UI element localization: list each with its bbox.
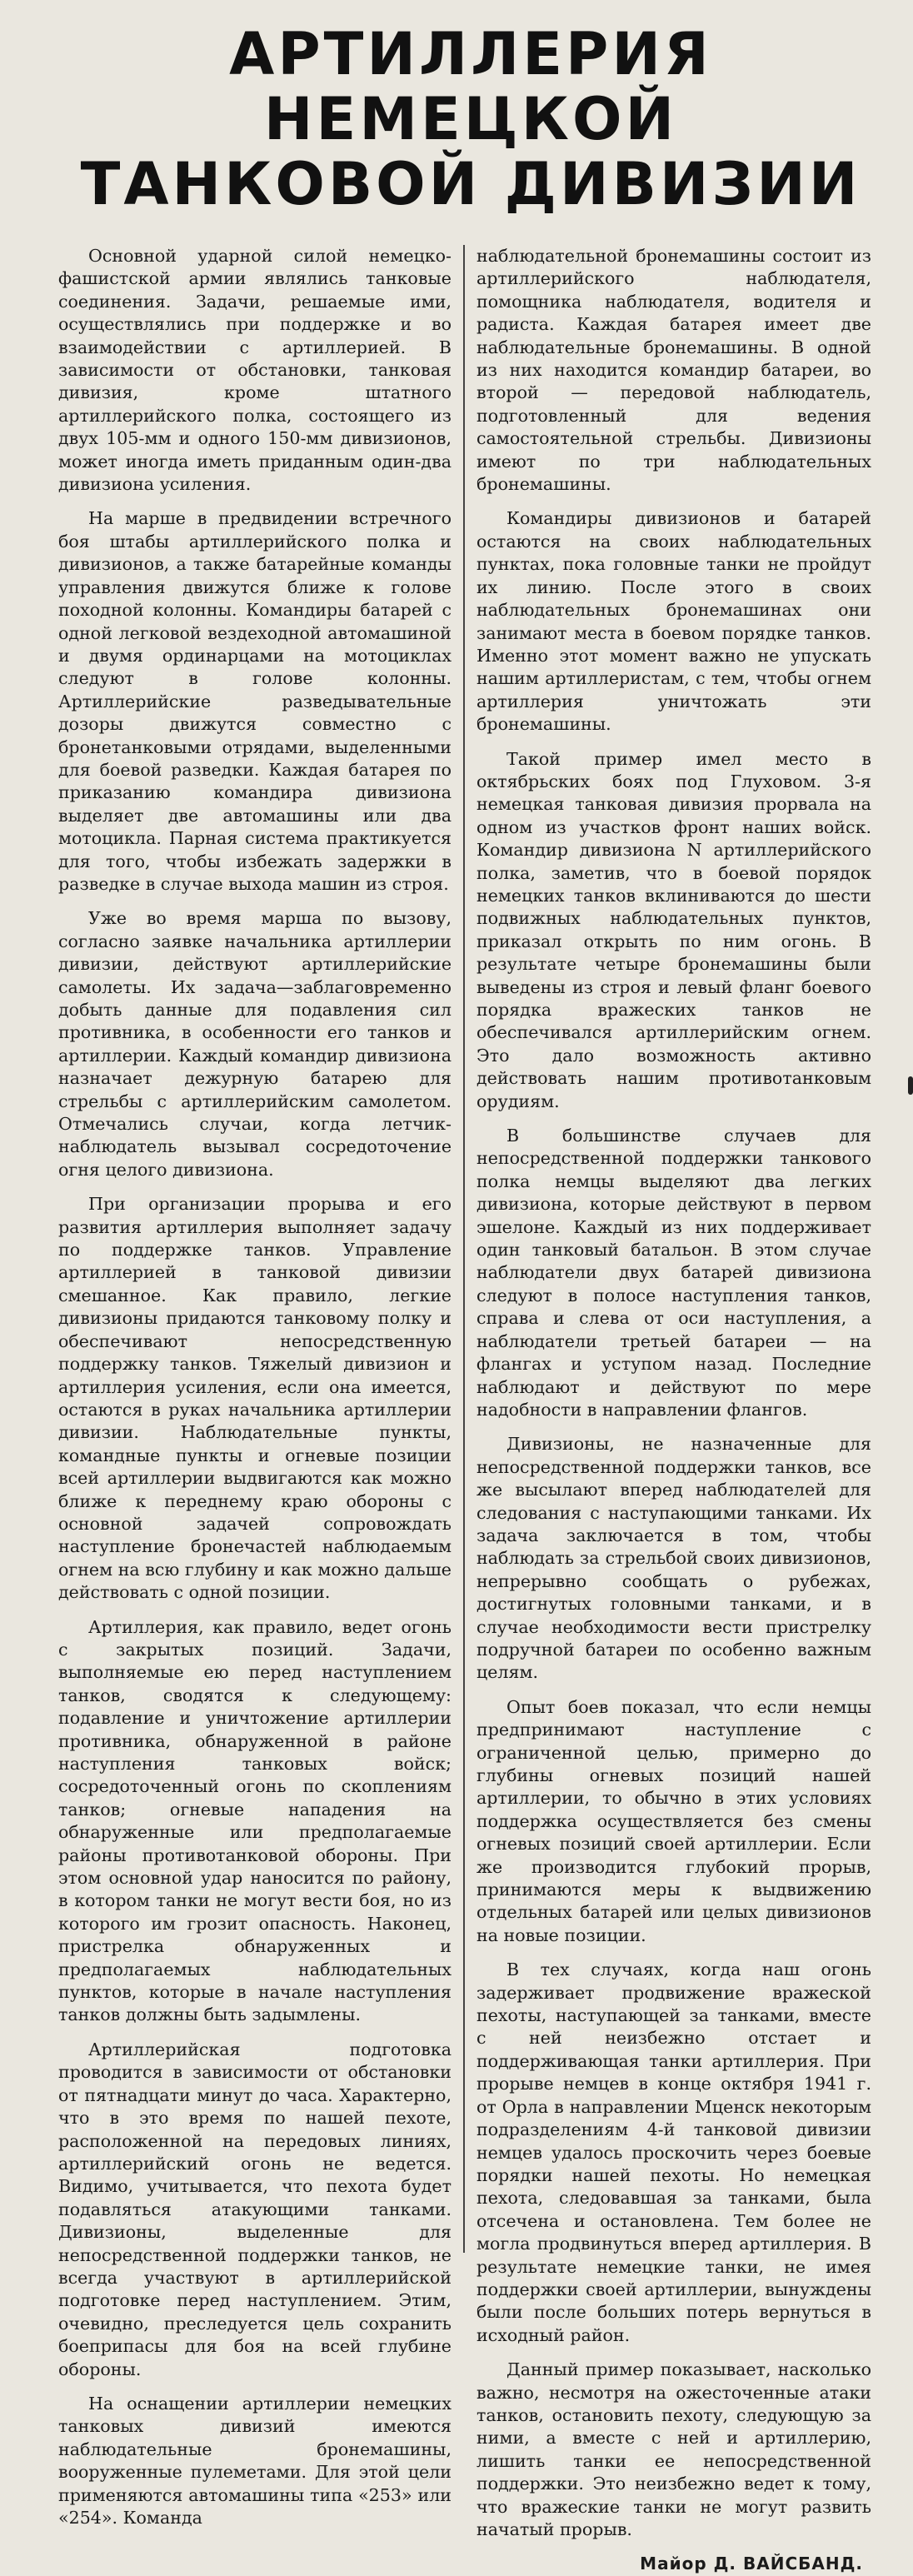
paragraph: Опыт боев показал, что если немцы предпринимают наступление с ограниченной целью, примерно до глубины огневых позиций нашей артиллерии, то обычно в этих условиях поддержка осуществляется без смены огневых позиций своей артиллерии. Если же производится глубокий прорыв, принимаются меры к выдвижению отдельных батарей или целых дивизионов на новые позиции. [476,1696,871,1945]
paragraph: В тех случаях, когда наш огонь задерживает продвижение вражеской пехоты, наступающей за танками, вместе с ней неизбежно отстает и поддерживающая танки артиллерия. При прорыве немцев в конце октября 1941 г. от Орла в направлении Мценск некоторым подразделениям 4-й танковой дивизии немцев удалось проскочить через боевые порядки нашей пехоты. Но немецкая пехота, следовавшая за танками, была отсечена и остановлена. Тем более не могла продвинуться вперед артиллерия. В результате немецкие танки, не имея поддержки своей артиллерии, вынуждены были после больших потерь вернуться в исходный район. [476,1959,871,2345]
paragraph: При организации прорыва и его развития артиллерия выполняет задачу по поддержке танков. Управление артиллерией в танковой дивизии смешанное. Как правило, легкие дивизионы придаются танковому полку и обеспечивают непосредственную поддержку танков. Тяжелый дивизион и артиллерия усиления, если она имеется, остаются в руках начальника артиллерии дивизии. Наблюдательные пункты, командные пункты и огневые позиции всей артиллерии выдвигаются как можно ближе к переднему краю обороны с основной задачей сопровождать наступление бронечастей наблюдаемым огнем на всю глубину и как можно дальше действовать с одной позиции. [58,1194,452,1603]
left-column [58,245,465,2528]
paragraph: Дивизионы, не назначенные для непосредственной поддержки танков, все же высылают вперед наблюдателей для следования с наступающими танками. Их задача заключается в том, чтобы наблюдать за стрельбой своих дивизионов, непрерывно сообщать о рубежах, достигнутых головными танками, и в случае необходимости вести пристрелку подручной батареи по особенно важным целям. [476,1434,871,1683]
paragraph: Уже во время марша по вызову, согласно заявке начальника артиллерии дивизии, действуют артиллерийские самолеты. Их задача—заблаговременно добыть данные для подавления сил противника, в особенности его танков и артиллерии. Каждый командир дивизиона назначает дежурную батарею для стрельбы с артиллерийским самолетом. Отмечались случаи, когда летчик-наблюдатель вызывал сосредоточение огня целого дивизиона. [58,908,452,1180]
headline-line-1: АРТИЛЛЕРИЯ НЕМЕЦКОЙ [229,20,712,153]
headline [58,22,883,217]
paragraph: На оснащении артиллерии немецких танковых дивизий имеются наблюдательные бронемашины, вооруженные пулеметами. Для этой цели применяются автомашины типа «253» или «254». Команда [58,2393,452,2528]
paragraph: На марше в предвидении встречного боя штабы артиллерийского полка и дивизионов, а также батарейные команды управления движутся ближе к голове походной колонны. Командиры батарей с одной легковой вездеходной автомашиной и двумя ординарцами на мотоциклах следуют в голове колонны. Артиллерийские разведывательные дозоры движутся совместно с бронетанковыми отрядами, выделенными для боевой разведки. Каждая батарея по приказанию командира дивизиона выделяет две автомашины или два мотоцикла. Парная система практикуется для того, чтобы избежать задержки в разведке в случае выхода машин из строя. [58,508,452,894]
paragraph: Артиллерия, как правило, ведет огонь с закрытых позиций. Задачи, выполняемые ею перед наступлением танков, сводятся к следующему: подавление и уничтожение артиллерии противника, обнаруженной в районе наступления танковых войск; сосредоточенный огонь по скоплениям танков; огневые нападения на обнаруженные или предполагаемые районы противотанковой обороны. При этом основной удар наносится по району, в котором танки не могут вести боя, но из которого им грозит опасность. Наконец, пристрелка обнаруженных и предполагаемых наблюдательных пунктов, которые в начале наступления танков должны быть задымлены. [58,1616,452,2025]
right-column [465,245,871,2574]
edge-mark [908,1076,913,1095]
author-signature: Майор Д. ВАЙСБАНД. [640,2554,863,2574]
paragraph: Данный пример показывает, насколько важно, несмотря на ожесточенные атаки танков, остановить пехоту, следующую за ними, а вместе с ней и артиллерию, лишить танки ее непосредственной поддержки. Это неизбежно ведет к тому, что вражеские танки не могут развить начатый прорыв. [476,2359,871,2539]
paragraph: наблюдательной бронемашины состоит из артиллерийского наблюдателя, помощника наблюдателя, водителя и радиста. Каждая батарея имеет две наблюдательные бронемашины. В одной из них находится командир батареи, во второй — передовой наблюдатель, подготовленный для ведения самостоятельной стрельбы. Дивизионы имеют по три наблюдательных бронемашины. [476,246,871,495]
headline-line-2: ТАНКОВОЙ ДИВИЗИИ [80,150,861,218]
paragraph: Командиры дивизионов и батарей остаются на своих наблюдательных пунктах, пока головные танки не пройдут их линию. После этого в своих наблюдательных бронемашинах они занимают места в боевом порядке танков. Именно этот момент важно не упускать нашим артиллеристам, с тем, чтобы огнем артиллерия уничтожать эти бронемашины. [476,508,871,735]
paragraph: Основной ударной силой немецко-фашистской армии являлись танковые соединения. Задачи, решаемые ими, осуществлялись при поддержке и во взаимодействии с артиллерией. В зависимости от обстановки, танковая дивизия, кроме штатного артиллерийского полка, состоящего из двух 105-мм и одного 150-мм дивизионов, может иногда иметь приданным один-два дивизиона усиления. [58,246,452,495]
article-columns [58,245,883,2574]
paragraph: Такой пример имел место в октябрьских боях под Глуховом. 3-я немецкая танковая дивизия прорвала на одном из участков фронт наших войск. Командир дивизиона N артиллерийского полка, заметив, что в боевой порядок немецких танков вклиниваются до шести подвижных наблюдательных пунктов, приказал открыть по ним огонь. В результате четыре бронемашины были выведены из строя и левый фланг боевого порядка вражеских танков не обеспечивался артиллерийским огнем. Это дало возможность активно действовать нашим противотанковым орудиям. [476,748,871,1111]
paragraph: В большинстве случаев для непосредственной поддержки танкового полка немцы выделяют два легких дивизиона, которые действуют в первом эшелоне. Каждый из них поддерживает один танковый батальон. В этом случае наблюдатели двух батарей дивизиона следуют в полосе наступления танков, справа и слева от оси наступления, а наблюдатели третьей батареи — на флангах и уступом назад. Последние наблюдают и действуют по мере надобности в направлении флангов. [476,1126,871,1420]
paragraph: Артиллерийская подготовка проводится в зависимости от обстановки от пятнадцати минут до часа. Характерно, что в это время по нашей пехоте, расположенной на передовых линиях, артиллерийский огонь не ведется. Видимо, учитывается, что пехота будет подавляться атакующими танками. Дивизионы, выделенные для непосредственной поддержки танков, не всегда участвуют в артиллерийской подготовке перед наступлением. Этим, очевидно, преследуется цель сохранить боеприпасы для боя на всей глубине обороны. [58,2039,452,2379]
